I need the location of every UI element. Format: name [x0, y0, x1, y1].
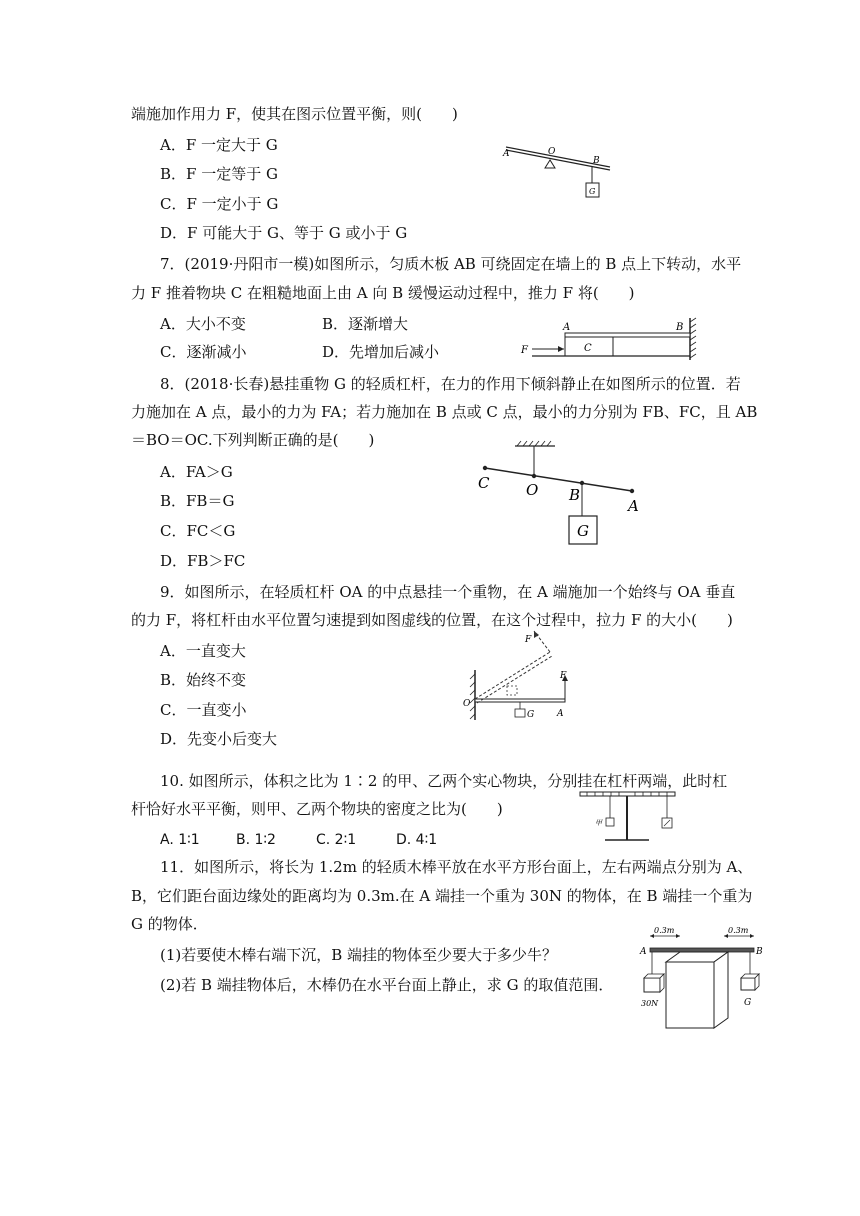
- q11-stem-1: 11．如图所示，将长为 1.2m 的轻质木棒平放在水平方形台面上，左右两端点分别为 A、: [160, 858, 753, 876]
- q9-stem-2: 的力 F，将杠杆由水平位置匀速提到如图虚线的位置，在这个过程中，拉力 F 的大小( ): [131, 611, 733, 629]
- q7-option-d: D．先增加后减小: [322, 343, 440, 361]
- q11-label-b: B: [756, 947, 763, 957]
- q10-stem-2: 杆恰好水平平衡，则甲、乙两个物块的密度之比为( ): [131, 800, 503, 818]
- q9-option-d: D．先变小后变大: [160, 730, 278, 748]
- q7-option-b: B．逐渐增大: [322, 315, 409, 333]
- q10-option-c: C. 2∶1: [316, 832, 357, 848]
- q7-option-a: A．大小不变: [160, 315, 246, 333]
- q9-label-f-right: F: [560, 671, 567, 681]
- q8-label-g: G: [577, 522, 589, 540]
- q8-option-b: B．FB＝G: [160, 492, 235, 510]
- q6-option-c: C．F 一定小于 G: [160, 195, 279, 213]
- q11-dist-left: 0.3m: [654, 926, 675, 935]
- q10-option-a: A. 1∶1: [160, 832, 200, 848]
- q6-label-a: A: [503, 149, 510, 159]
- q11-dist-right: 0.3m: [728, 926, 749, 935]
- q8-label-o: O: [526, 481, 539, 499]
- q10-option-b: B. 1∶2: [236, 832, 276, 848]
- q8-stem-1: 8．(2018·长春)悬挂重物 G 的轻质杠杆，在力的作用下倾斜静止在如图所示的位置．若: [160, 375, 741, 393]
- q8-option-d: D．FB＞FC: [160, 552, 246, 570]
- q7-label-a: A: [563, 322, 571, 333]
- q7-stem-1: 7．(2019·丹阳市一模)如图所示，匀质木板 AB 可绕固定在墙上的 B 点上下转动，水平: [160, 255, 742, 273]
- q10-label-jia: 甲: [595, 819, 602, 827]
- q11-label-30n: 30N: [641, 999, 659, 1008]
- q8-label-a: A: [628, 497, 639, 515]
- q9-label-o: O: [463, 699, 471, 709]
- q9-lever-figure: [455, 630, 585, 725]
- q6-label-g: G: [589, 187, 596, 196]
- q6-option-b: B．F 一定等于 G: [160, 165, 278, 183]
- q11-stem-3: G 的物体．: [131, 915, 208, 933]
- q11-table-figure: [632, 928, 767, 1033]
- q7-board-figure: [518, 318, 698, 363]
- q8-label-b: B: [569, 486, 581, 504]
- q10-option-d: D. 4∶1: [396, 832, 438, 848]
- q6-lever-figure: [500, 135, 620, 205]
- q10-balance-figure: [575, 780, 685, 845]
- q8-option-c: C．FC＜G: [160, 522, 236, 540]
- q8-option-a: A．FA＞G: [160, 463, 233, 481]
- q11-label-g: G: [744, 998, 752, 1008]
- q6-label-o: O: [548, 147, 556, 157]
- q9-label-f-top: F: [525, 635, 532, 645]
- q9-option-b: B．始终不变: [160, 671, 247, 689]
- q11-label-a: A: [640, 947, 647, 957]
- q8-stem-2: 力施加在 A 点，最小的力为 FA；若力施加在 B 点或 C 点，最小的力分别为 FB、FC，且 AB: [131, 403, 758, 421]
- q7-label-b: B: [676, 322, 684, 333]
- q7-stem-2: 力 F 推着物块 C 在粗糙地面上由 A 向 B 缓慢运动过程中，推力 F 将( ): [131, 284, 635, 302]
- q6-option-d: D．F 可能大于 G、等于 G 或小于 G: [160, 224, 408, 242]
- q9-option-c: C．一直变小: [160, 701, 247, 719]
- q9-label-a: A: [557, 709, 564, 719]
- q9-option-a: A．一直变大: [160, 642, 246, 660]
- q6-stem: 端施加作用力 F，使其在图示位置平衡，则( ): [131, 105, 458, 123]
- q7-label-f: F: [521, 345, 528, 356]
- q8-label-c: C: [478, 474, 490, 492]
- q11-sub-1: (1)若要使木棒右端下沉，B 端挂的物体至少要大于多少牛？: [160, 946, 558, 964]
- q11-stem-2: B，它们距台面边缘处的距离均为 0.3m.在 A 端挂一个重为 30N 的物体，在 B 端挂一个重为: [131, 887, 753, 905]
- q8-stem-3: ＝BO＝OC.下列判断正确的是( ): [131, 431, 375, 449]
- q7-label-c: C: [584, 343, 592, 354]
- q6-label-b: B: [593, 156, 600, 166]
- q7-option-c: C．逐渐减小: [160, 343, 247, 361]
- q10-stem-1: 10. 如图所示，体积之比为 1∶2 的甲、乙两个实心物块，分别挂在杠杆两端，此时杠: [160, 772, 728, 790]
- q6-option-a: A．F 一定大于 G: [160, 136, 278, 154]
- q11-sub-2: (2)若 B 端挂物体后，木棒仍在水平台面上静止，求 G 的取值范围．: [160, 976, 614, 994]
- q8-lever-figure: [470, 443, 650, 553]
- q9-label-g: G: [527, 710, 535, 720]
- q9-stem-1: 9．如图所示，在轻质杠杆 OA 的中点悬挂一个重物，在 A 端施加一个始终与 OA 垂直: [160, 583, 736, 601]
